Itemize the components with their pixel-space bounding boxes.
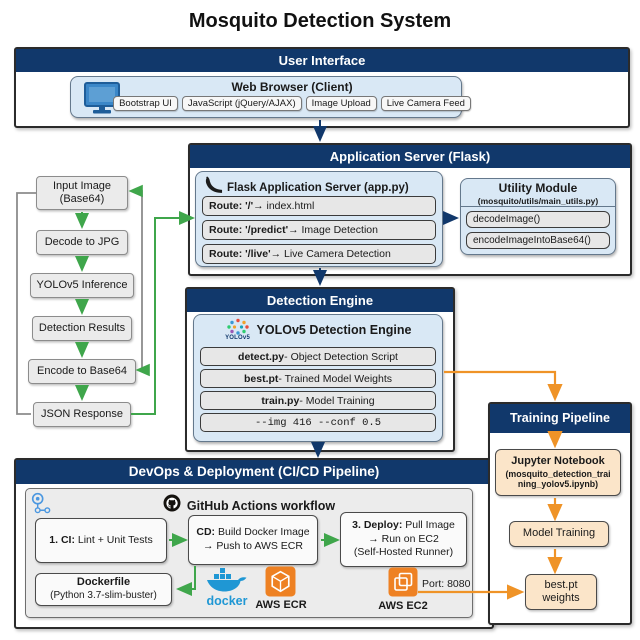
flow-step-inference: YOLOv5 Inference [30, 273, 134, 298]
chip-live-camera-feed: Live Camera Feed [381, 96, 471, 111]
cd-step-line2: → Push to AWS ECR [203, 540, 303, 552]
deploy-step-line3: (Self-Hosted Runner) [353, 546, 454, 559]
deploy-step-line2: → Run on EC2 [368, 532, 439, 545]
flow-step-decode: Decode to JPG [36, 230, 128, 255]
page-title: Mosquito Detection System [188, 10, 452, 32]
flow-step-json: JSON Response [33, 402, 131, 427]
port-label: Port: 8080 [422, 578, 471, 590]
engine-row-command: --img 416 --conf 0.5 [200, 413, 436, 432]
engine-row-bold: train.py [261, 394, 300, 407]
ci-step-box [35, 518, 167, 563]
jupyter-subtitle-1: (mosquito_detection_trai [505, 468, 611, 479]
jupyter-title: Jupyter Notebook [511, 455, 605, 468]
engine-row-train [200, 391, 436, 410]
dockerfile-title: Dockerfile [76, 576, 131, 589]
web-browser-box [70, 76, 465, 118]
aws-ec2-icon [388, 567, 418, 602]
route-label: Route: '/' [209, 200, 254, 212]
docker-label: docker [206, 594, 248, 608]
chip-javascript: JavaScript (jQuery/AJAX) [182, 96, 302, 111]
utility-title: Utility Module [498, 181, 578, 195]
engine-row-bold: detect.py [238, 350, 285, 363]
utility-fn-decode: decodeImage() [466, 211, 610, 228]
ci-step-label: 1. CI: Lint + Unit Tests [49, 533, 153, 546]
aws-ecr-icon [265, 566, 296, 602]
weights-line2: weights [542, 592, 580, 604]
utility-divider [461, 206, 615, 207]
utility-fn-encode: encodeImageIntoBase64() [466, 232, 610, 249]
engine-row-rest: - Object Detection Script [284, 350, 398, 363]
route-target: → Live Camera Detection [270, 248, 391, 260]
devops-header: DevOps & Deployment (CI/CD Pipeline) [16, 460, 492, 484]
workflow-title: GitHub Actions workflow [186, 498, 336, 513]
dockerfile-box [35, 573, 172, 606]
flow-step-label: Input Image [52, 180, 112, 193]
application-server-header: Application Server (Flask) [190, 145, 630, 168]
flow-step-input-image [36, 176, 128, 210]
browser-chip-row [119, 96, 465, 111]
route-label: Route: '/predict' [209, 224, 289, 236]
yolo-logo-text: YOLOv5 [225, 335, 250, 341]
model-training-box: Model Training [509, 521, 609, 547]
engine-row-rest: - Model Training [299, 394, 375, 407]
detection-engine-header: Detection Engine [187, 289, 453, 312]
flow-step-encode: Encode to Base64 [28, 359, 136, 384]
aws-ecr-label: AWS ECR [255, 599, 307, 611]
chip-image-upload: Image Upload [306, 96, 377, 111]
cd-step-box [188, 515, 318, 565]
aws-ec2-label: AWS EC2 [378, 600, 428, 612]
chip-bootstrap-ui: Bootstrap UI [113, 96, 178, 111]
cd-step-line1: CD: Build Docker Image [196, 526, 310, 539]
engine-row-detect [200, 347, 436, 366]
flow-step-results: Detection Results [32, 316, 132, 341]
weights-line1: best.pt [544, 578, 578, 591]
jupyter-subtitle-2: ning_yolov5.ipynb) [517, 479, 599, 490]
utility-subtitle: (mosquito/utils/main_utils.py) [477, 196, 599, 206]
route-target: → Image Detection [288, 224, 378, 236]
dockerfile-subtitle: (Python 3.7-slim-buster) [50, 590, 157, 602]
deploy-step-line1: 3. Deploy: Pull Image [352, 519, 455, 532]
route-row-predict [202, 220, 436, 240]
jupyter-notebook-box [495, 449, 621, 496]
best-pt-weights-box [525, 574, 597, 610]
training-header: Training Pipeline [490, 404, 630, 433]
deploy-step-box [340, 512, 467, 567]
route-target: → index.html [253, 200, 315, 212]
yolov5-icon [225, 318, 251, 341]
route-row-index [202, 196, 436, 216]
user-interface-header: User Interface [16, 49, 628, 72]
web-browser-title: Web Browser (Client) [231, 80, 353, 94]
yolo-title-row [194, 318, 442, 341]
github-octocat-icon [163, 494, 181, 517]
engine-row-rest: - Trained Model Weights [278, 372, 393, 385]
route-label: Route: '/live' [209, 248, 271, 260]
engine-row-weights [200, 369, 436, 388]
flask-title: Flask Application Server (app.py) [227, 182, 409, 194]
engine-row-bold: best.pt [243, 372, 279, 385]
yolo-engine-title: YOLOv5 Detection Engine [256, 322, 412, 337]
flow-step-label: (Base64) [59, 193, 105, 205]
route-row-live [202, 244, 436, 264]
